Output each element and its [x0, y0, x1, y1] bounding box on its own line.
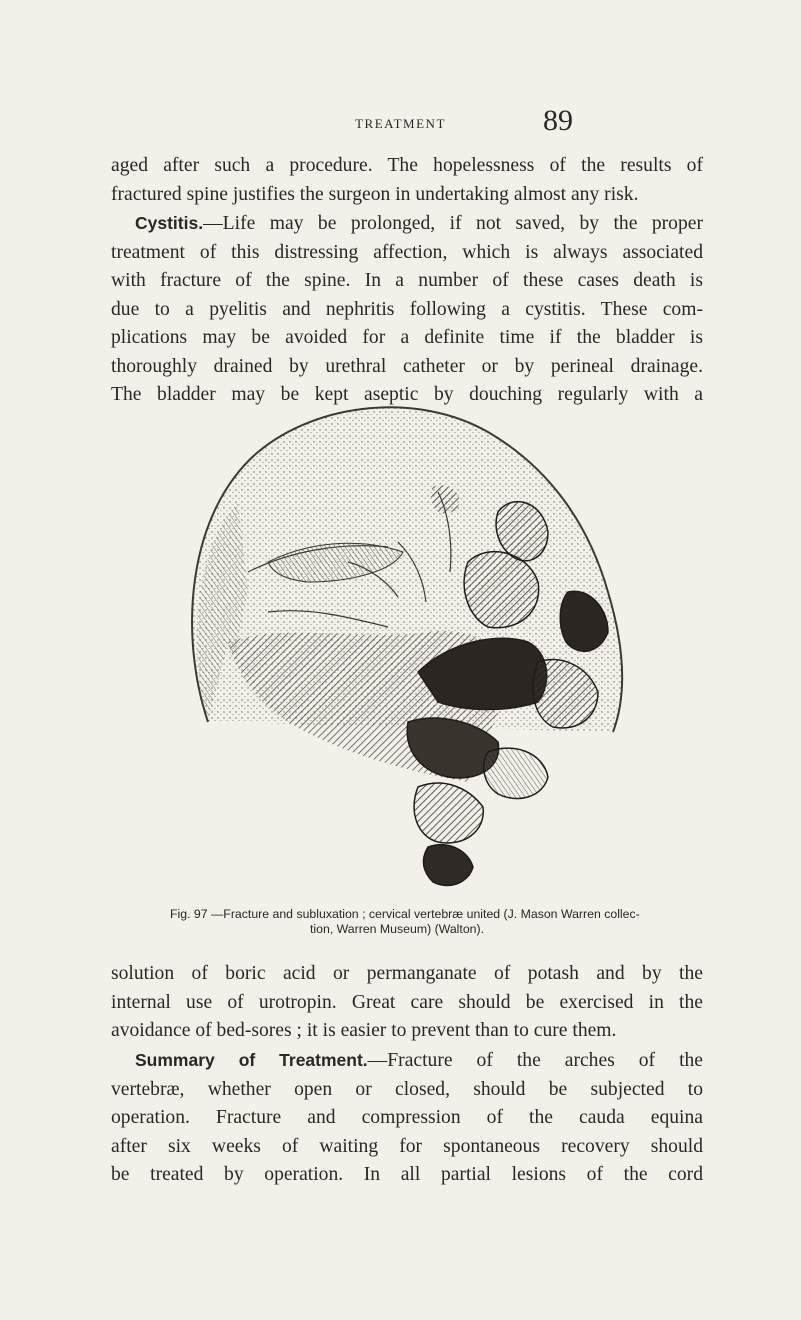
- paragraph-text: —Fracture of the arches of the: [367, 1050, 704, 1071]
- paragraph-line: treatment of this distressing affection, which is always associated: [111, 241, 703, 263]
- paragraph-line: fractured spine justifies the surgeon in undertaking almost any risk.: [111, 183, 639, 205]
- section-heading-summary: Summary of Treatment.: [135, 1050, 368, 1070]
- paragraph-line: after six weeks of waiting for spontaneous recovery should: [111, 1135, 703, 1157]
- summary-paragraph: [111, 1046, 703, 1190]
- paragraph-line: [111, 209, 703, 239]
- paragraph-line: with fracture of the spine. In a number of these cases death is: [111, 270, 703, 291]
- bottom-paragraph: [111, 960, 703, 1046]
- paragraph-line: internal use of urotropin. Great care should be exercised in the: [111, 991, 703, 1013]
- cystitis-paragraph: [111, 209, 703, 410]
- caption-line: Fig. 97 —Fracture and subluxation ; cervical vertebræ united (J. Mason Warren collec-: [170, 907, 640, 921]
- paragraph-line: plications may be avoided for a definite time if the bladder is: [111, 327, 703, 348]
- paragraph-line: solution of boric acid or permanganate of potash and by the: [111, 963, 703, 984]
- paragraph-line: avoidance of bed-sores ; it is easier to prevent than to cure them.: [111, 1020, 617, 1041]
- paragraph-line: operation. Fracture and compression of the cauda equina: [111, 1107, 703, 1128]
- page-number: 89: [543, 104, 573, 137]
- paragraph-line: vertebræ, whether open or closed, should be subjected to: [111, 1078, 703, 1100]
- caption-line: tion, Warren Museum) (Walton).: [310, 922, 485, 936]
- section-heading-cystitis: Cystitis.: [135, 213, 204, 233]
- paragraph-line: due to a pyelitis and nephritis following a cystitis. These com-: [111, 298, 703, 320]
- paragraph-line: The bladder may be kept aseptic by douching regularly with a: [111, 384, 703, 405]
- paragraph-line: be treated by operation. In all partial lesions of the cord: [111, 1164, 703, 1185]
- paragraph-text: —Life may be prolonged, if not saved, by the proper: [203, 213, 703, 234]
- top-paragraph: [111, 152, 703, 209]
- paragraph-line: aged after such a procedure. The hopelessness of the results of: [111, 155, 703, 176]
- figure-caption: [170, 907, 710, 937]
- paragraph-line: [111, 1046, 703, 1076]
- figure-skull-illustration: [168, 392, 638, 892]
- paragraph-line: thoroughly drained by urethral catheter or by perineal drainage.: [111, 355, 703, 377]
- running-head: TREATMENT: [355, 116, 446, 131]
